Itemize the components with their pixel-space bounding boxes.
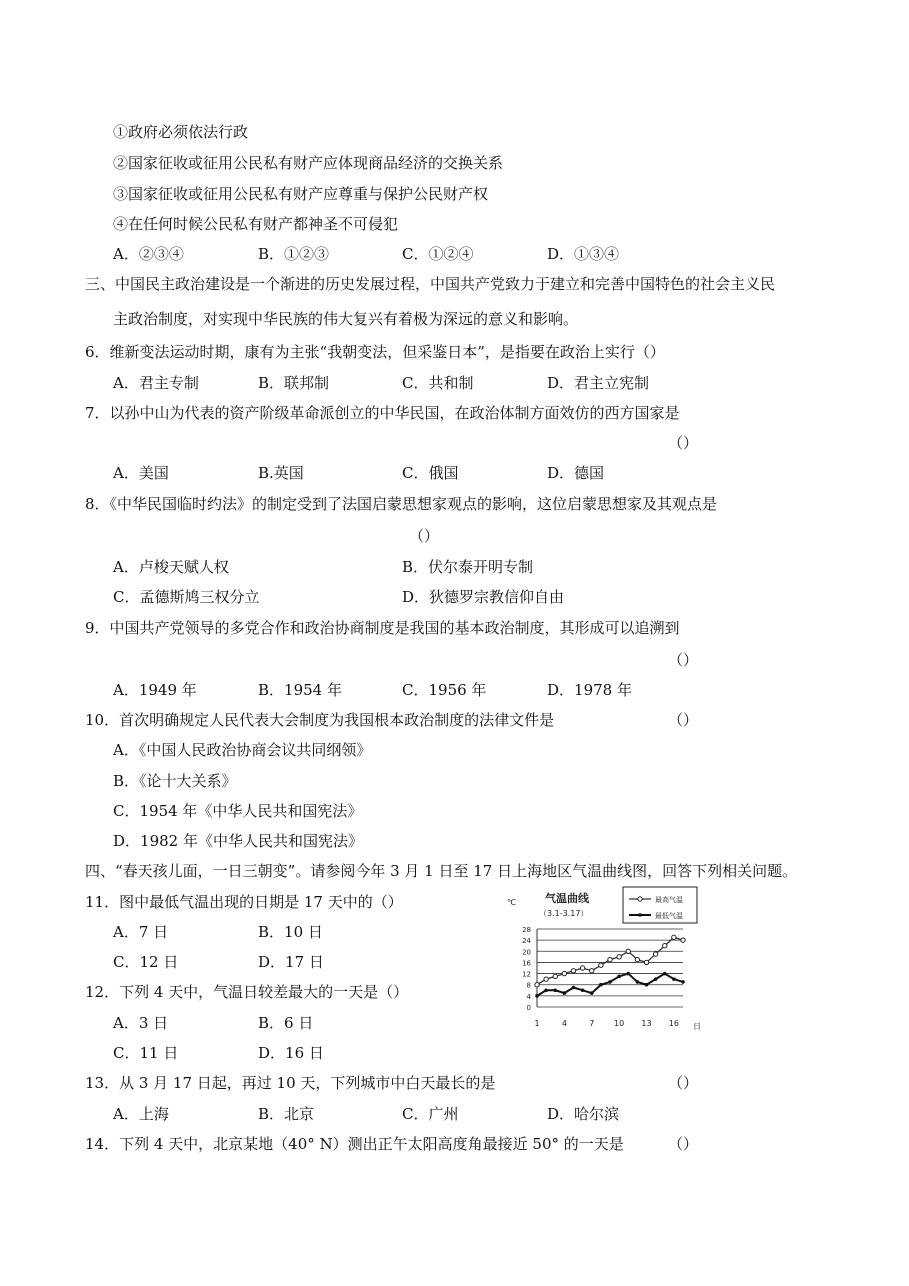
chart-point [672,977,676,981]
q7-option-d: D．德国 [547,464,605,482]
q11-option-a: A．7 日 [113,923,169,941]
chart-point [553,988,557,992]
chart-point [653,952,657,956]
q10-option-c: C．1954 年《中华人民共和国宪法》 [113,802,363,820]
chart-point [562,971,566,975]
q9-answer-paren: （） [668,651,699,669]
chart-x-tick-label: 7 [589,1019,595,1028]
chart-point [544,988,548,992]
q7-answer-paren: （） [668,434,699,452]
chart-y-tick-label: 28 [522,926,531,934]
chart-legend-label: 最低气温 [655,912,683,920]
q5-item-2: ②国家征收或征用公民私有财产应体现商品经济的交换关系 [113,154,504,172]
chart-point [626,949,630,953]
q5-option-a: A．②③④ [113,245,184,263]
q5-option-c: C．①②④ [402,245,474,263]
chart-point [617,955,621,959]
chart-point [681,980,685,984]
chart-y-unit: ℃ [507,898,516,907]
q8-stem: 8．《中华民国临时约法》的制定受到了法国启蒙思想家观点的影响，这位启蒙思想家及其观点是 [85,495,718,513]
q9-stem: 9．中国共产党领导的多党合作和政治协商制度是我国的基本政治制度，其形成可以追溯到 [85,619,680,637]
q11-option-b: B．10 日 [258,923,323,941]
q5-item-1: ①政府必须依法行政 [113,123,249,141]
q7-option-b: B.英国 [258,464,304,482]
q9-option-a: A．1949 年 [113,681,197,699]
chart-legend-marker [638,897,642,901]
q5-option-b: B．①②③ [258,245,330,263]
q13-option-d: D．哈尔滨 [547,1105,620,1123]
q10-answer-paren: （） [668,711,699,729]
q11-option-d: D．17 日 [258,953,324,971]
chart-point [663,972,667,976]
chart-point [535,983,539,987]
q5-option-d: D．①③④ [547,245,620,263]
q12-option-d: D．16 日 [258,1044,324,1062]
section-3-heading-cont: 主政治制度，对实现中华民族的伟大复兴有着极为深远的意义和影响。 [113,310,579,328]
chart-point [672,935,676,939]
chart-y-tick-label: 16 [522,959,531,968]
q9-option-c: C．1956 年 [402,681,487,699]
q14-stem: 14．下列 4 天中，北京某地（40° N）测出正午太阳高度角最接近 50° 的一天是 [85,1135,624,1153]
q12-stem: 12．下列 4 天中，气温日较差最大的一天是（） [85,983,409,1001]
q5-item-4: ④在任何时候公民私有财产都神圣不可侵犯 [113,215,399,233]
chart-y-tick-label: 20 [522,948,531,957]
chart-legend-marker [638,913,642,917]
q11-option-c: C．12 日 [113,953,179,971]
chart-point [636,980,640,984]
q7-option-a: A．美国 [113,464,169,482]
q8-option-d: D．狄德罗宗教信仰自由 [402,588,565,606]
chart-point [654,977,658,981]
chart-x-tick-label: 10 [614,1019,625,1028]
chart-point [681,938,685,942]
chart-y-tick-label: 4 [526,992,531,1001]
section-3-heading: 三、中国民主政治建设是一个渐进的历史发展过程，中国共产党致力于建立和完善中国特色的社会主义民 [85,275,776,293]
chart-x-tick-label: 13 [641,1019,652,1028]
chart-x-tick-label: 1 [534,1019,540,1028]
q6-option-c: C．共和制 [402,374,474,392]
chart-point [599,963,603,967]
q12-option-a: A．3 日 [113,1014,169,1032]
chart-point [663,944,667,948]
q10-option-b: B．《论十大关系》 [113,772,237,790]
q7-option-c: C．俄国 [402,464,459,482]
q11-stem: 11．图中最低气温出现的日期是 17 天中的（） [85,893,403,911]
chart-point [599,983,603,987]
chart-point [544,977,548,981]
q8-option-b: B．伏尔泰开明专制 [402,558,534,576]
q5-item-3: ③国家征收或征用公民私有财产应尊重与保护公民财产权 [113,185,489,203]
q13-option-a: A．上海 [113,1105,169,1123]
q13-stem: 13．从 3 月 17 日起，再过 10 天，下列城市中白天最长的是 [85,1074,496,1092]
q6-option-b: B．联邦制 [258,374,330,392]
q14-answer-paren: （） [668,1135,699,1153]
q13-answer-paren: （） [668,1074,699,1092]
chart-point [535,994,539,998]
chart-point [608,980,612,984]
chart-point [563,991,567,995]
chart-y-tick-label: 12 [522,970,531,979]
chart-y-tick-label: 0 [526,1004,531,1012]
q8-option-a: A．卢梭天赋人权 [113,558,229,576]
chart-point [590,969,594,973]
q6-option-a: A．君主专制 [113,374,199,392]
q6-stem: 6．维新变法运动时期，康有为主张“我朝变法，但采鉴日本”，是指要在政治上实行（） [85,343,665,361]
chart-point [553,974,557,978]
chart-point [644,960,648,964]
q7-stem: 7．以孙中山为代表的资产阶级革命派创立的中华民国，在政治体制方面效仿的西方国家是 [85,404,680,422]
chart-legend-label: 最高气温 [655,896,683,904]
q12-option-b: B．6 日 [258,1014,314,1032]
q12-option-c: C．11 日 [113,1044,179,1062]
q8-option-c: C．孟德斯鸠三权分立 [113,588,260,606]
q10-option-a: A．《中国人民政治协商会议共同纲领》 [113,741,372,759]
chart-point [617,975,621,979]
chart-x-tick-label: 16 [668,1019,679,1028]
chart-title: 气温曲线 [545,892,589,905]
chart-y-tick-label: 8 [526,981,531,990]
q10-stem: 10．首次明确规定人民代表大会制度为我国根本政治制度的法律文件是 [85,711,555,729]
q6-option-d: D．君主立宪制 [547,374,650,392]
chart-point [571,969,575,973]
chart-point [626,972,630,976]
chart-point [635,957,639,961]
chart-point [608,957,612,961]
q9-option-d: D．1978 年 [547,681,632,699]
chart-point [590,991,594,995]
q10-option-d: D．1982 年《中华人民共和国宪法》 [113,832,363,850]
section-4-heading: 四、“春天孩儿面，一日三朝变”。请参阅今年 3 月 1 日至 17 日上海地区气温曲线图，回答下列相关问题。 [85,862,798,880]
chart-point [580,966,584,970]
q13-option-c: C．广州 [402,1105,459,1123]
chart-point [572,986,576,990]
chart-subtitle: （3.1-3.17） [539,909,589,918]
q8-answer-paren: （） [409,527,440,545]
chart-point [645,983,649,987]
chart-x-unit: 日 [693,1022,701,1031]
q13-option-b: B．北京 [258,1105,315,1123]
chart-point [581,988,585,992]
chart-x-tick-label: 4 [561,1019,567,1028]
q9-option-b: B．1954 年 [258,681,342,699]
chart-y-tick-label: 24 [522,937,531,946]
temperature-chart [505,885,705,1035]
